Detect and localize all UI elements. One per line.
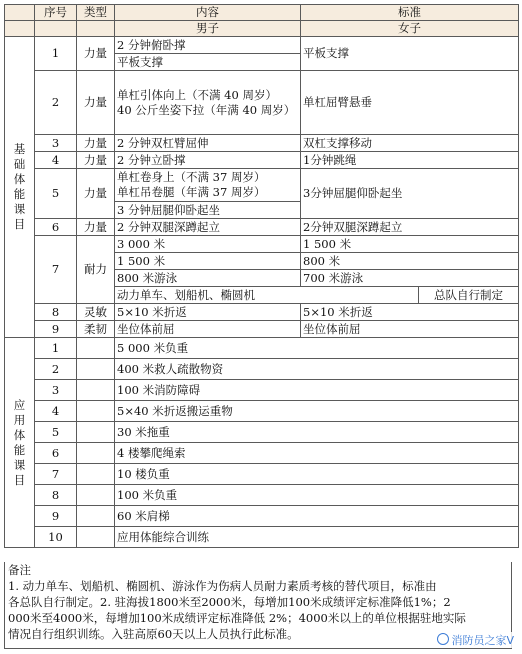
row-no: 6 xyxy=(35,219,77,236)
row-type: 力量 xyxy=(77,135,115,152)
male-item: 平板支撑 xyxy=(115,54,301,71)
applied-item: 400 米救人疏散物资 xyxy=(115,359,519,380)
remark-title: 备注 xyxy=(8,563,31,577)
group-basic: 基 础 体 能 课 目 xyxy=(5,37,35,338)
row-no: 2 xyxy=(35,359,77,380)
row-type xyxy=(77,422,115,443)
alt-standard: 总队自行制定 xyxy=(419,287,519,304)
female-item: 坐位体前屈 xyxy=(301,321,519,338)
applied-item: 100 米消防障碍 xyxy=(115,380,519,401)
row-type xyxy=(77,506,115,527)
row-type xyxy=(77,338,115,359)
row-type: 力量 xyxy=(77,37,115,71)
row-no: 5 xyxy=(35,169,77,219)
male-item: 3 分钟屈腿仰卧起坐 xyxy=(115,202,301,219)
male-item: 2 分钟立卧撑 xyxy=(115,152,301,169)
male-item: 2 分钟俯卧撑 xyxy=(115,37,301,54)
subheader-blank xyxy=(77,21,115,37)
header-type: 类型 xyxy=(77,5,115,21)
male-item-line: 单杠吊卷腿（年满 37 周岁） xyxy=(117,185,266,199)
watermark-text: 消防员之家V xyxy=(451,634,514,647)
row-type xyxy=(77,443,115,464)
male-item-line: 单杠引体向上（不满 40 周岁） xyxy=(117,87,277,102)
female-item: 5×10 米折返 xyxy=(301,304,519,321)
row-no: 4 xyxy=(35,152,77,169)
row-type xyxy=(77,359,115,380)
male-item: 5×10 米折返 xyxy=(115,304,301,321)
watermark xyxy=(435,632,516,648)
female-item: 800 米 xyxy=(301,253,519,270)
remark-line: 情况自行组织训练。入驻高原60天以上人员执行此标准。 xyxy=(8,627,299,641)
applied-item: 应用体能综合训练 xyxy=(115,527,519,548)
row-type: 力量 xyxy=(77,152,115,169)
applied-item: 100 米负重 xyxy=(115,485,519,506)
female-item: 双杠支撑移动 xyxy=(301,135,519,152)
alt-item: 动力单车、划船机、椭圆机 xyxy=(115,287,419,304)
row-type: 力量 xyxy=(77,169,115,219)
female-item: 2分钟双腿深蹲起立 xyxy=(301,219,519,236)
row-type: 力量 xyxy=(77,71,115,135)
row-no: 4 xyxy=(35,401,77,422)
remark-line: 000米至4000米，每增加100米成绩评定标准降低 2%；4000米以上的单位根据驻地实际 xyxy=(8,611,466,625)
row-no: 1 xyxy=(35,338,77,359)
row-type xyxy=(77,464,115,485)
female-item: 1分钟跳绳 xyxy=(301,152,519,169)
row-no: 5 xyxy=(35,422,77,443)
row-type xyxy=(77,401,115,422)
row-no: 3 xyxy=(35,135,77,152)
group-applied: 应 用 体 能 课 目 xyxy=(5,338,35,548)
female-item: 1 500 米 xyxy=(301,236,519,253)
remark-line: 各总队自行制定。2. 驻海拔1800米至2000米，每增加100米成绩评定标准降低1%；2 xyxy=(8,595,451,609)
male-item: 1 500 米 xyxy=(115,253,301,270)
row-no: 8 xyxy=(35,304,77,321)
header-male: 男子 xyxy=(115,21,301,37)
applied-item: 4 楼攀爬绳索 xyxy=(115,443,519,464)
row-no: 1 xyxy=(35,37,77,71)
male-item xyxy=(115,71,301,135)
row-no: 6 xyxy=(35,443,77,464)
group-header-cell xyxy=(5,5,35,21)
header-female: 女子 xyxy=(301,21,519,37)
row-type: 灵敏 xyxy=(77,304,115,321)
subheader-blank xyxy=(5,21,35,37)
male-item: 2 分钟双腿深蹲起立 xyxy=(115,219,301,236)
subheader-blank xyxy=(35,21,77,37)
row-type xyxy=(77,527,115,548)
applied-item: 60 米肩梯 xyxy=(115,506,519,527)
male-item: 3 000 米 xyxy=(115,236,301,253)
male-item: 坐位体前屈 xyxy=(115,321,301,338)
wechat-logo-icon xyxy=(437,633,449,645)
fitness-standards-table xyxy=(4,4,519,548)
male-item: 2 分钟双杠臂屈伸 xyxy=(115,135,301,152)
row-type: 柔韧 xyxy=(77,321,115,338)
applied-item: 5×40 米折返搬运重物 xyxy=(115,401,519,422)
header-no: 序号 xyxy=(35,5,77,21)
row-no: 7 xyxy=(35,464,77,485)
male-item xyxy=(115,169,301,202)
applied-item: 5 000 米负重 xyxy=(115,338,519,359)
row-no: 9 xyxy=(35,321,77,338)
row-type xyxy=(77,380,115,401)
header-standard: 标准 xyxy=(301,5,519,21)
row-no: 7 xyxy=(35,236,77,304)
remark-line: 1. 动力单车、划船机、椭圆机、游泳作为伤病人员耐力素质考核的替代项目，标准由 xyxy=(8,579,437,593)
female-item: 700 米游泳 xyxy=(301,270,519,287)
row-no: 2 xyxy=(35,71,77,135)
female-item: 单杠屈臂悬垂 xyxy=(301,71,519,135)
male-item: 800 米游泳 xyxy=(115,270,301,287)
row-no: 10 xyxy=(35,527,77,548)
row-no: 9 xyxy=(35,506,77,527)
applied-item: 30 米拖重 xyxy=(115,422,519,443)
header-content: 内容 xyxy=(115,5,301,21)
row-no: 8 xyxy=(35,485,77,506)
female-item: 3分钟屈腿仰卧起坐 xyxy=(301,169,519,219)
male-item-line: 40 公斤坐姿下拉（年满 40 周岁） xyxy=(117,102,296,117)
row-type: 力量 xyxy=(77,219,115,236)
female-item: 平板支撑 xyxy=(301,37,519,71)
row-no: 3 xyxy=(35,380,77,401)
male-item-line: 单杠卷身上（不满 37 周岁） xyxy=(117,170,266,184)
row-type: 耐力 xyxy=(77,236,115,304)
row-type xyxy=(77,485,115,506)
applied-item: 10 楼负重 xyxy=(115,464,519,485)
